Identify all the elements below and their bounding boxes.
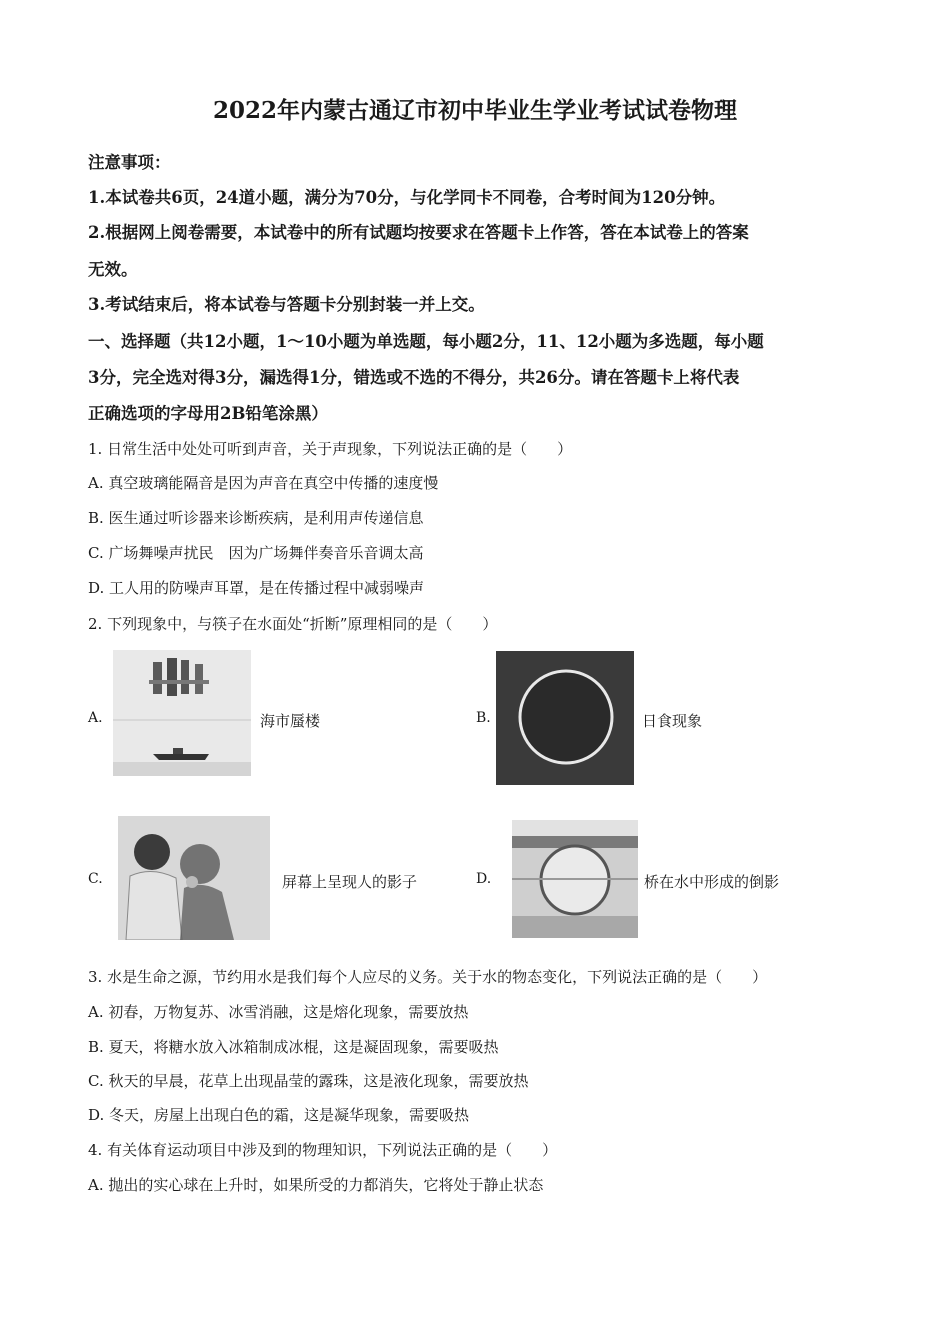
section-heading: 3分，完全选对得3分，漏选得1分，错选或不选的不得分，共26分。请在答题卡上将代表	[88, 368, 740, 387]
question-stem: 3. 水是生命之源，节约用水是我们每个人应尽的义务。关于水的物态变化，下列说法正确的是（ ）	[88, 968, 768, 986]
section-heading: 正确选项的字母用2B铅笔涂黑）	[88, 404, 328, 423]
question-stem: 2. 下列现象中，与筷子在水面处“折断”原理相同的是（ ）	[88, 615, 498, 633]
option-caption: 屏幕上呈现人的影子	[282, 873, 418, 891]
option: A. 真空玻璃能隔音是因为声音在真空中传播的速度慢	[88, 474, 439, 492]
notice-item: 2.根据网上阅卷需要，本试卷中的所有试题均按要求在答题卡上作答，答在本试卷上的答案	[88, 223, 749, 242]
page-title: 2022年内蒙古通辽市初中毕业生学业考试试卷物理	[212, 97, 737, 124]
bridge-photo	[512, 820, 638, 938]
option-caption: 桥在水中形成的倒影	[644, 873, 780, 891]
option-letter: A.	[88, 710, 103, 726]
shadow-photo	[118, 816, 270, 940]
option-letter: B.	[476, 710, 491, 726]
option: C. 广场舞噪声扰民 因为广场舞伴奏音乐音调太高	[88, 544, 424, 562]
option: D. 冬天，房屋上出现白色的霜，这是凝华现象，需要吸热	[88, 1106, 470, 1124]
notice-item: 3.考试结束后，将本试卷与答题卡分别封装一并上交。	[88, 295, 485, 314]
notice-heading: 注意事项：	[88, 153, 171, 172]
option-caption: 海市蜃楼	[260, 712, 321, 730]
option: C. 秋天的早晨，花草上出现晶莹的露珠，这是液化现象，需要放热	[88, 1072, 529, 1090]
option-letter: D.	[476, 871, 492, 887]
question-stem: 4. 有关体育运动项目中涉及到的物理知识，下列说法正确的是（ ）	[88, 1141, 558, 1159]
option-caption: 日食现象	[642, 712, 703, 730]
eclipse-photo	[496, 651, 634, 785]
notice-item: 1.本试卷共6页，24道小题，满分为70分，与化学同卡不同卷，合考时间为120分钟。	[88, 188, 726, 207]
option: D. 工人用的防噪声耳罩，是在传播过程中减弱噪声	[88, 579, 425, 597]
option-letter: C.	[88, 871, 103, 887]
mirage-photo	[113, 650, 251, 776]
option: A. 抛出的实心球在上升时，如果所受的力都消失，它将处于静止状态	[88, 1176, 544, 1194]
option: A. 初春，万物复苏、冰雪消融，这是熔化现象，需要放热	[88, 1003, 469, 1021]
notice-item: 无效。	[88, 260, 138, 279]
option: B. 医生通过听诊器来诊断疾病，是利用声传递信息	[88, 509, 424, 527]
option: B. 夏天，将糖水放入冰箱制成冰棍，这是凝固现象，需要吸热	[88, 1038, 499, 1056]
section-heading: 一、选择题（共12小题，1～10小题为单选题，每小题2分，11、12小题为多选题，每小题	[88, 332, 764, 351]
question-stem: 1. 日常生活中处处可听到声音，关于声现象，下列说法正确的是（ ）	[88, 440, 573, 458]
